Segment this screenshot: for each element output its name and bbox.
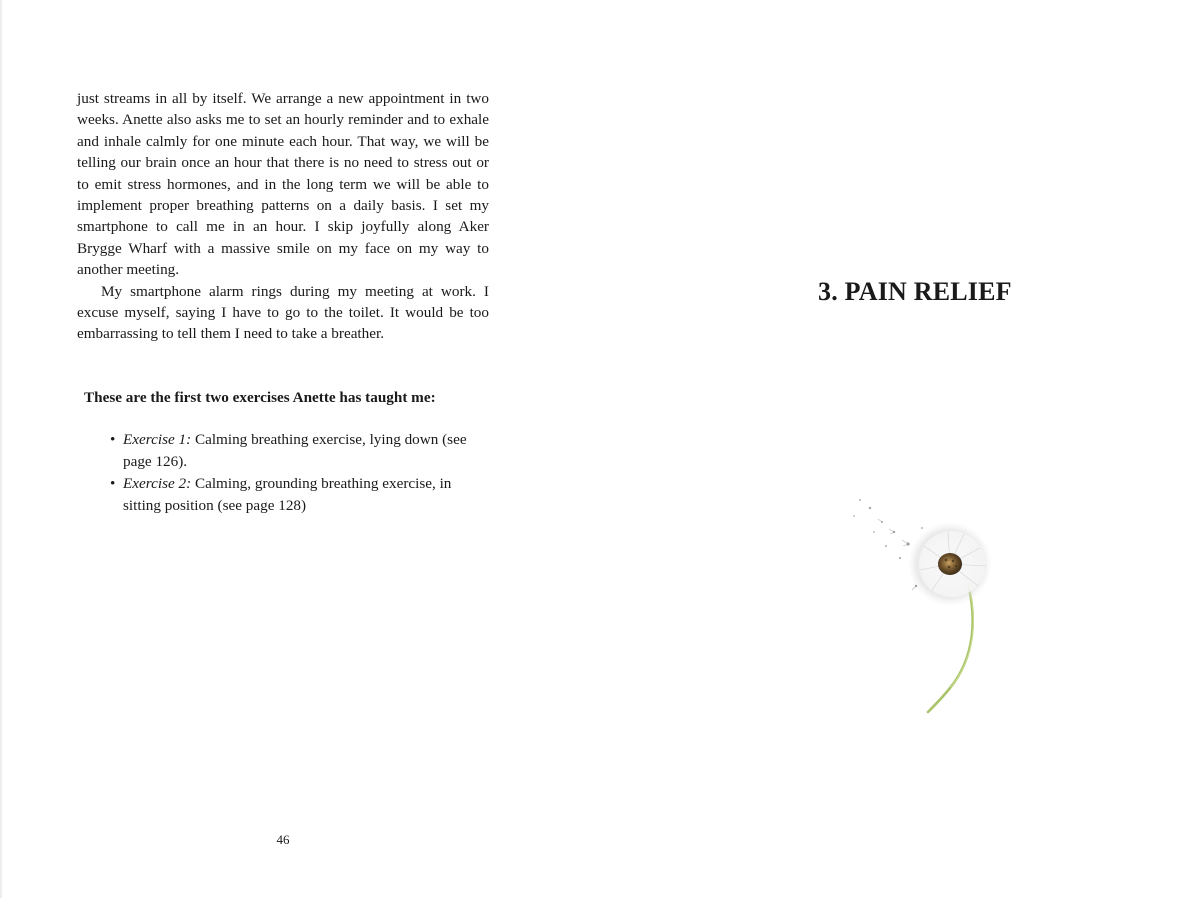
exercise-label: Exercise 1: [123,431,192,448]
page-number: 46 [276,832,290,847]
exercise-label: Exercise 2: [123,475,192,492]
paragraph-2: My smartphone alarm rings during my meeting at work. I excuse myself, saying I have to go to the toilet. It would be too embarrassing to tell them I need to take a breather. [77,282,489,343]
body-text [77,88,489,345]
list-item [108,429,468,473]
paragraph-1: just streams in all by itself. We arrange a new appointment in two weeks. Anette also asks me to set an hourly reminder and to exhale and inhale calmly for one minute each hour. That way, we will be telling our brain once an hour that there is no need to stress out or to emit stress hormones, and in the long term we will be able to implement proper breathing patterns on a daily basis. I set my smartphone to call me in an hour. I skip joyfully along Aker Brygge Wharf with a massive smile on my face on my way to another meeting. [77,90,489,279]
list-item [108,473,468,517]
right-page [600,0,1200,898]
exercise-list [108,429,468,517]
exercise-text: Calming breathing exercise, lying down (see page 126). [123,431,467,470]
dandelion-icon [830,488,1010,720]
exercise-text: Calming, grounding breathing exercise, in sitting position (see page 128) [123,475,452,514]
exercise-heading: These are the first two exercises Anette has taught me: [84,389,436,406]
chapter-title: 3. PAIN RELIEF [818,277,1012,306]
